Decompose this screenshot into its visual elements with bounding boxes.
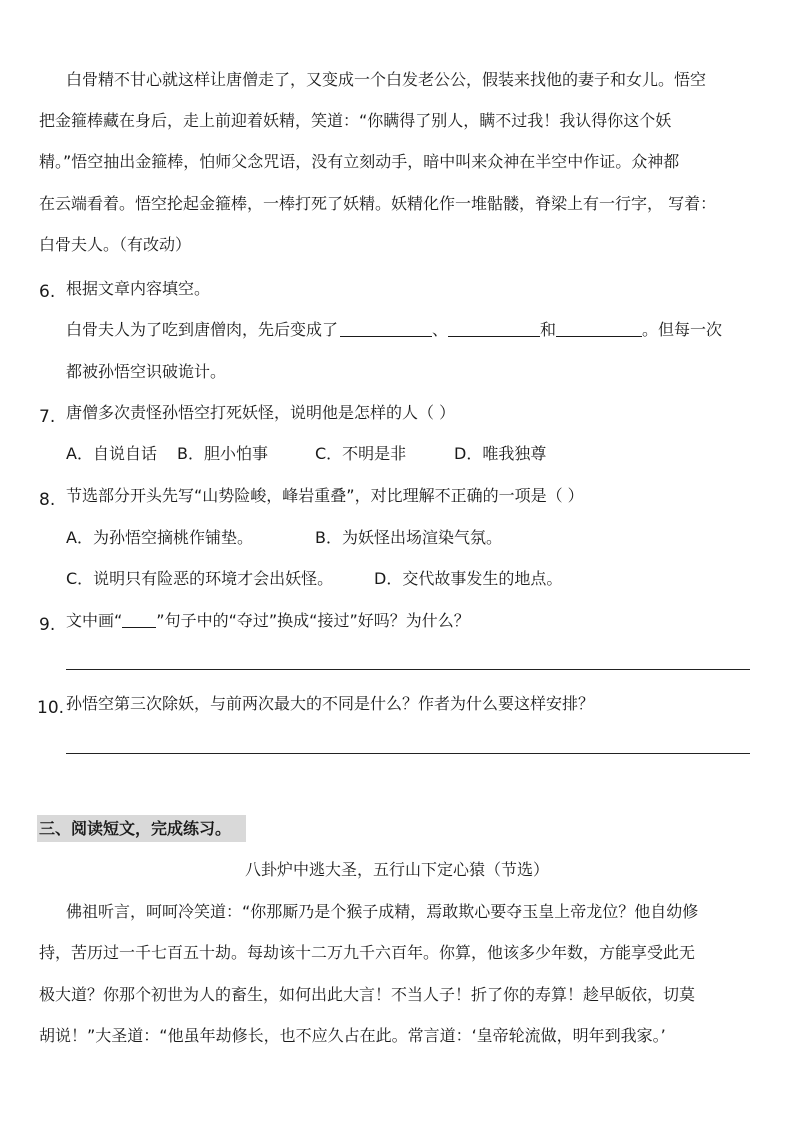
fill-in-line xyxy=(66,320,722,340)
stem-text: 文中画“ xyxy=(66,611,123,630)
option-a[interactable]: A．为孙悟空摘桃作铺垫。 xyxy=(66,528,253,547)
question-stem xyxy=(66,611,470,631)
passage-2-line: 胡说！”大圣道：“他虽年劫修长，也不应久占在此。常言道：‘皇帝轮流做，明年到我家。’ xyxy=(39,1026,666,1045)
separator: 和 xyxy=(540,320,557,339)
question-number: 9. xyxy=(39,615,56,635)
passage-1-line: 精。”悟空抽出金箍棒，怕师父念咒语，没有立刻动手，暗中叫来众神在半空中作证。众神都 xyxy=(39,152,680,171)
stem-text: ”句子中的“夺过”换成“接过”好吗？为什么？ xyxy=(156,611,470,630)
question-number: 6. xyxy=(39,282,56,302)
question-stem: 唐僧多次责怪孙悟空打死妖怪，说明他是怎样的人（ ） xyxy=(66,403,456,422)
option-d[interactable]: D．唯我独尊 xyxy=(454,444,547,463)
fill-in-text: 白骨夫人为了吃到唐僧肉，先后变成了 xyxy=(66,320,339,339)
question-number: 10. xyxy=(37,698,65,718)
answer-line[interactable] xyxy=(66,669,750,670)
passage-1-line: 白骨夫人。（有改动） xyxy=(39,235,192,254)
underline-marker xyxy=(122,613,156,628)
question-number: 8. xyxy=(39,490,56,510)
passage-1-line: 白骨精不甘心就这样让唐僧走了，又变成一个白发老公公，假装来找他的妻子和女儿。悟空 xyxy=(66,70,707,89)
answer-blank-3[interactable] xyxy=(556,320,642,337)
question-number: 7. xyxy=(39,407,56,427)
option-b[interactable]: B．胆小怕事 xyxy=(177,444,268,463)
passage-2-line: 极大道？你那个初世为人的畜生，如何出此大言！不当人子！折了你的寿算！趁早皈依，切莫 xyxy=(39,985,696,1004)
answer-blank-2[interactable] xyxy=(448,320,540,337)
question-stem: 孙悟空第三次除妖，与前两次最大的不同是什么？作者为什么要这样安排？ xyxy=(66,694,595,713)
question-stem: 根据文章内容填空。 xyxy=(66,279,211,298)
passage-title: 八卦炉中逃大圣，五行山下定心猿（节选） xyxy=(244,860,549,879)
section-heading xyxy=(37,815,246,842)
option-b[interactable]: B．为妖怪出场渲染气氛。 xyxy=(315,528,502,547)
section-heading-text: 三、阅读短文，完成练习。 xyxy=(39,819,232,838)
answer-line[interactable] xyxy=(66,753,750,754)
option-d[interactable]: D．交代故事发生的地点。 xyxy=(374,569,563,588)
passage-1-line: 把金箍棒藏在身后，走上前迎着妖精，笑道：“你瞒得了别人，瞒不过我！我认得你这个妖 xyxy=(39,111,672,130)
passage-2-line: 持，苦历过一千七百五十劫。每劫该十二万九千六百年。你算，他该多少年数，方能享受此无 xyxy=(39,943,696,962)
fill-in-text: 都被孙悟空识破诡计。 xyxy=(66,362,227,381)
passage-1-line: 在云端看着。悟空抡起金箍棒，一棒打死了妖精。妖精化作一堆骷髅，脊梁上有一行字， 写着： xyxy=(39,194,717,213)
option-c[interactable]: C．不明是非 xyxy=(315,444,407,463)
answer-blank-1[interactable] xyxy=(340,320,432,337)
option-c[interactable]: C．说明只有险恶的环境才会出妖怪。 xyxy=(66,569,334,588)
separator: 、 xyxy=(432,320,449,339)
fill-in-text: 。但每一次 xyxy=(642,320,723,339)
option-a[interactable]: A．自说自话 xyxy=(66,444,157,463)
question-stem: 节选部分开头先写“山势险峻，峰岩重叠”，对比理解不正确的一项是（ ） xyxy=(66,486,584,505)
passage-2-line: 佛祖听言，呵呵冷笑道：“你那厮乃是个猴子成精，焉敢欺心要夺玉皇上帝龙位？他自幼修 xyxy=(66,902,699,921)
